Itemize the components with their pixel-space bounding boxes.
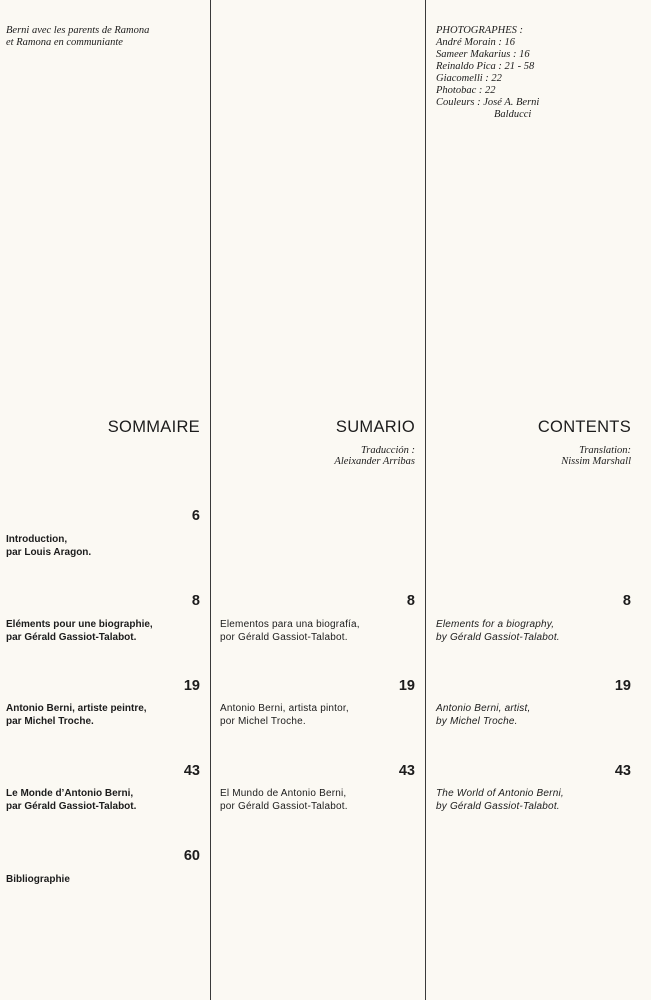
toc-page-number: 60 [183, 848, 200, 864]
toc-page-number: 43 [183, 763, 200, 779]
toc-entry-title [436, 702, 530, 728]
toc-entry-line: by Gérald Gassiot-Talabot. [436, 632, 560, 643]
toc-entry-line: El Mundo de Antonio Berni, [220, 788, 347, 799]
translation-label: Translation: [579, 445, 631, 456]
translation-credit-en [561, 445, 631, 467]
heading-sommaire: SOMMAIRE [107, 418, 200, 436]
toc-page-number: 19 [398, 678, 415, 694]
toc-entry-title [6, 873, 70, 886]
toc-entry-line: par Gérald Gassiot-Talabot. [6, 801, 137, 812]
toc-entry-title [6, 787, 136, 813]
toc-entry-line: The World of Antonio Berni, [436, 788, 564, 799]
translator-name: Nissim Marshall [561, 456, 631, 467]
toc-page-number: 43 [614, 763, 631, 779]
column-divider-left [210, 0, 211, 1000]
toc-entry-line: por Gérald Gassiot-Talabot. [220, 801, 348, 812]
credit-line: André Morain : 16 [436, 37, 516, 48]
toc-entry-title [220, 702, 349, 728]
toc-page-number: 19 [614, 678, 631, 694]
photo-caption [6, 25, 149, 49]
toc-entry-line: Le Monde d’Antonio Berni, [6, 788, 134, 799]
credit-line: Reinaldo Pica : 21 - 58 [436, 61, 535, 72]
toc-entry-line: by Michel Troche. [436, 716, 518, 727]
caption-line: et Ramona en communiante [6, 37, 123, 48]
toc-page-number: 8 [622, 593, 631, 609]
credit-line: Couleurs : José A. Berni [436, 97, 540, 108]
toc-entry-title [6, 618, 153, 644]
toc-page-number: 8 [406, 593, 415, 609]
credit-line: Photobac : 22 [436, 85, 496, 96]
toc-entry-line: par Michel Troche. [6, 716, 94, 727]
toc-entry-line: Antonio Berni, artiste peintre, [6, 703, 147, 714]
toc-entry-title [6, 533, 91, 559]
translation-label: Traducción : [361, 445, 415, 456]
column-divider-right [425, 0, 426, 1000]
toc-entry-title [220, 787, 348, 813]
heading-sumario: SUMARIO [335, 418, 415, 436]
credit-line: Balducci [494, 109, 532, 120]
toc-entry-title [436, 787, 564, 813]
toc-entry-title [220, 618, 360, 644]
heading-contents: CONTENTS [537, 418, 631, 436]
toc-entry-title [6, 702, 147, 728]
toc-entry-title [436, 618, 560, 644]
toc-page-number: 8 [191, 593, 200, 609]
toc-entry-line: Antonio Berni, artist, [436, 703, 531, 714]
caption-line: Berni avec les parents de Ramona [6, 25, 150, 36]
toc-entry-line: Bibliographie [6, 874, 70, 885]
credit-line: Giacomelli : 22 [436, 73, 502, 84]
photo-credits [436, 25, 539, 121]
translation-credit-es [334, 445, 415, 467]
toc-entry-line: Elements for a biography, [436, 619, 555, 630]
toc-entry-line: Eléments pour une biographie, [6, 619, 153, 630]
toc-entry-line: by Gérald Gassiot-Talabot. [436, 801, 560, 812]
credit-line: Sameer Makarius : 16 [436, 49, 530, 60]
toc-page-number: 6 [191, 508, 200, 524]
toc-page-number: 43 [398, 763, 415, 779]
toc-page-number: 19 [183, 678, 200, 694]
toc-entry-line: par Gérald Gassiot-Talabot. [6, 632, 137, 643]
toc-entry-line: por Michel Troche. [220, 716, 306, 727]
toc-entry-line: Introduction, [6, 534, 68, 545]
credits-title: PHOTOGRAPHES : [436, 25, 524, 36]
toc-entry-line: Antonio Berni, artista pintor, [220, 703, 349, 714]
translator-name: Aleixander Arribas [334, 456, 415, 467]
toc-entry-line: Elementos para una biografía, [220, 619, 360, 630]
toc-entry-line: por Gérald Gassiot-Talabot. [220, 632, 348, 643]
toc-entry-line: par Louis Aragon. [6, 547, 92, 558]
